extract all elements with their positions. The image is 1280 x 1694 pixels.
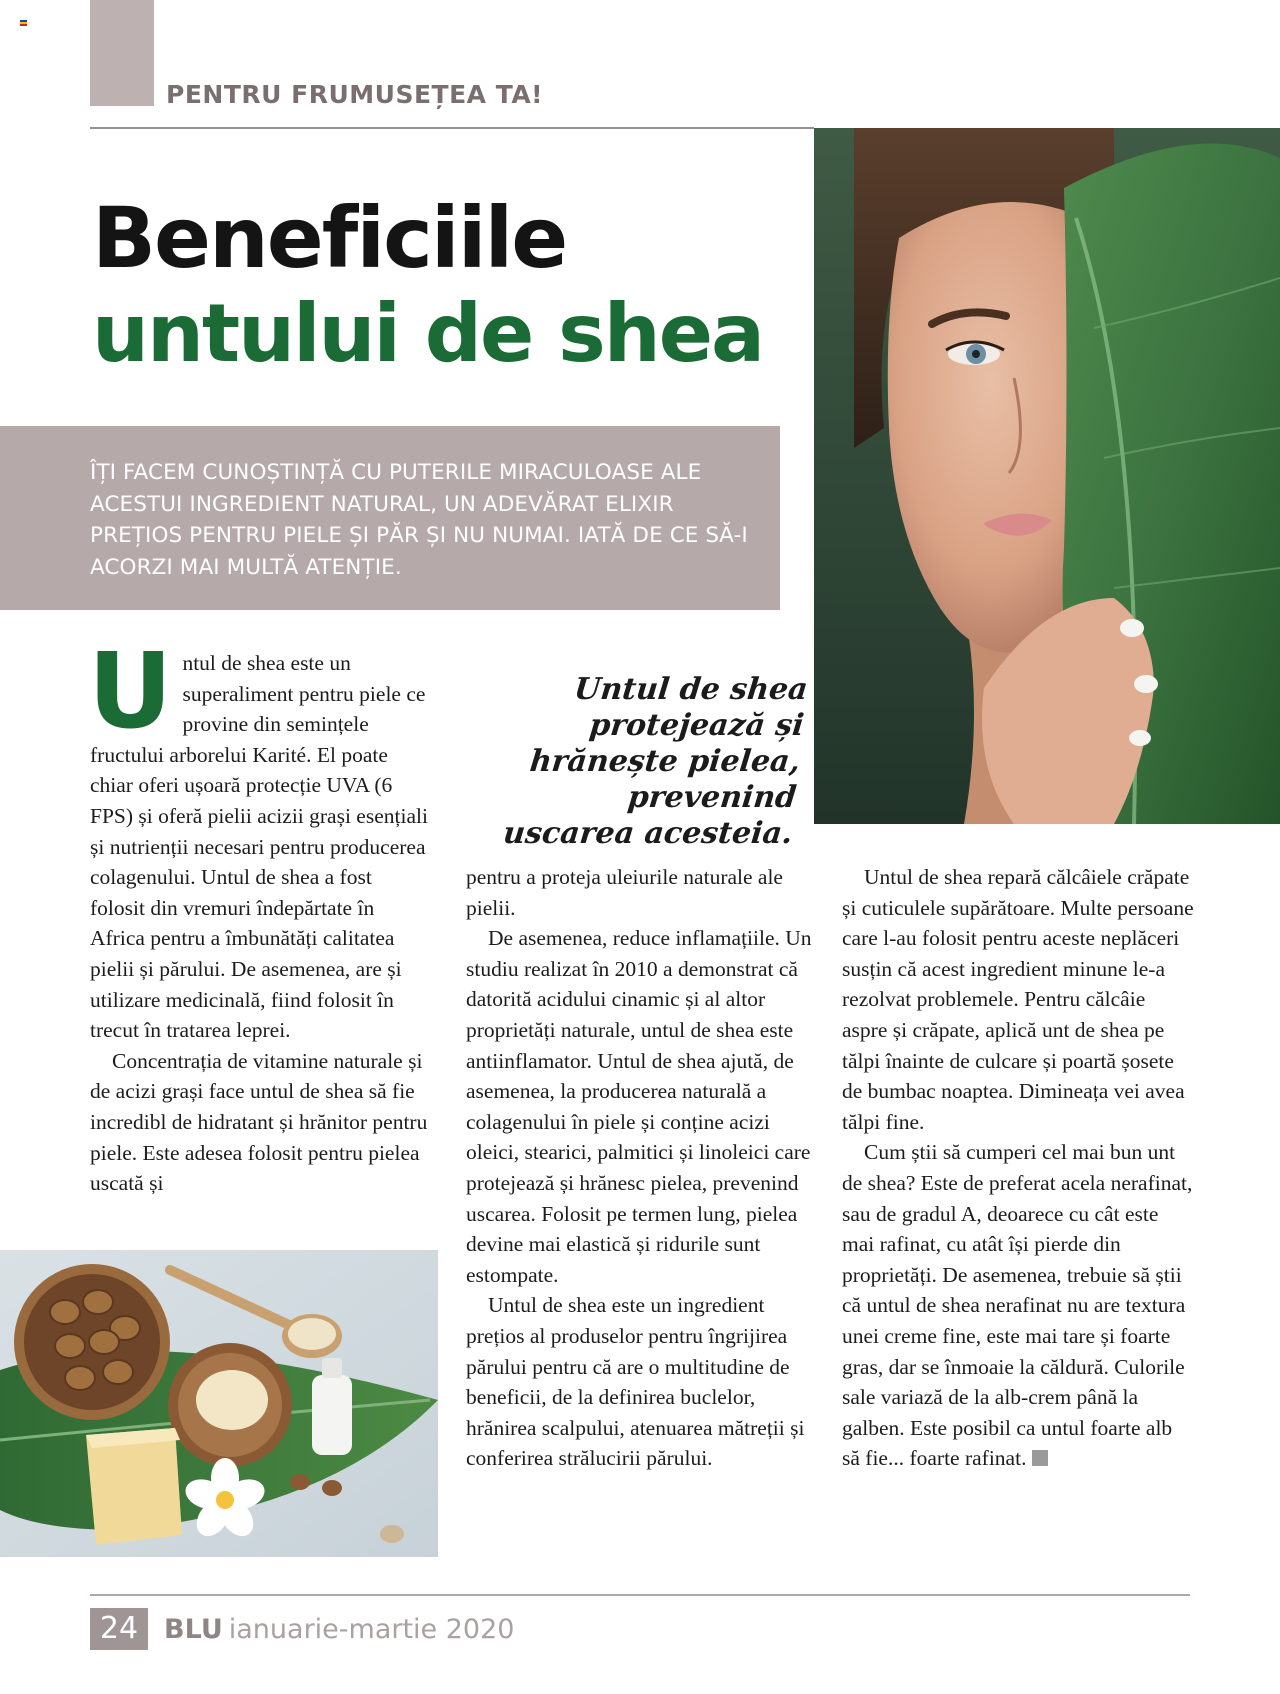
- end-mark-icon: [1032, 1450, 1048, 1466]
- drop-cap: U: [88, 630, 173, 752]
- article-paragraph: Untul de shea repară călcâiele crăpate și cuticulele supărătoare. Multe persoane care l-au folosit pentru aceste neplăceri susțin că acest ingredient minune le-a rezolvat problemele. Pentru călcâie aspre și crăpate, aplică unt de shea pe tălpi înainte de culcare și poartă șosete de bumbac noaptea. Dimineața vei avea tălpi fine.: [842, 865, 1194, 1134]
- article-paragraph: Concentrația de vitamine naturale și de acizi grași face untul de shea să fie incredibl de hidratant și hrănitor pentru piele. Este adesea folosit pentru pielea uscată și: [90, 1048, 428, 1196]
- hero-photo-woman-leaf: [814, 128, 1280, 824]
- magazine-name: BLU: [164, 1614, 223, 1645]
- flag-icon: [20, 20, 27, 26]
- pull-quote: Untul de shea protejează și hrănește pielea, prevenind uscarea acesteia.: [501, 672, 810, 851]
- page-number: 24: [99, 1611, 139, 1646]
- intro-text: ÎȚI FACEM CUNOȘTINȚĂ CU PUTERILE MIRACULOASE ALE ACESTUI INGREDIENT NATURAL, UN ADEVĂRAT ELIXIR PREȚIOS PENTRU PIELE ȘI PĂR ȘI NU NUMAI. IATĂ DE CE SĂ-I ACORZI MAI MULTĂ ATENȚIE.: [90, 460, 748, 580]
- article-paragraph-text: Cum știi să cumperi cel mai bun unt de shea? Este de preferat acela nerafinat, sau de gradul A, deoarece cu cât este mai rafinat, cu atât își pierde din proprietăți. De asemenea, trebuie să știi că untul de shea nerafinat nu are textura unei creme fine, este mai tare și foarte gras, dar se înmoaie la căldură. Culorile sale variază de la alb-crem până la galben. Este posibil ca untul foarte alb să fie... foarte rafinat.: [842, 1140, 1193, 1471]
- article-paragraph: Untul de shea este un ingredient prețios al produselor pentru îngrijirea părului pentru că are o multitudine de beneficii, de la definirea buclelor, hrănirea scalpului, atenuarea mătreții și conferirea strălucirii părului.: [466, 1293, 805, 1471]
- section-label: PENTRU FRUMUSEȚEA TA!: [166, 80, 544, 109]
- headline-line-1: Beneficiile: [92, 189, 567, 287]
- article-column-1: [88, 630, 428, 1199]
- article-paragraph: De asemenea, reduce inflamațiile. Un studiu realizat în 2010 a demonstrat că datorită acidului cinamic și al altor proprietăți naturale, untul de shea este antiinflamator. Untul de shea ajută, de asemenea, la producerea naturală a colagenului în piele și conține acizi oleici, stearici, palmitici și linoleici care protejează și hrănesc pielea, prevenind uscarea. Folosit pe termen lung, pielea devine mai elastică și ridurile sunt estompate.: [466, 926, 812, 1287]
- header-divider: [90, 127, 814, 129]
- shea-butter-photo: [0, 1250, 438, 1557]
- magazine-info: [164, 1614, 514, 1646]
- section-color-block: [90, 0, 154, 106]
- article-column-2: [466, 862, 816, 1474]
- article-paragraph-last: [842, 1137, 1194, 1474]
- article-column-3: [842, 862, 1194, 1474]
- article-paragraph: pentru a proteja uleiurile naturale ale pielii.: [466, 865, 783, 920]
- headline-line-2: untului de shea: [92, 287, 763, 380]
- footer-divider: [90, 1594, 1190, 1596]
- article-paragraph: ntul de shea este un superaliment pentru piele ce provine din semințele fructului arborelui Karité. El poate chiar oferi ușoară protecție UVA (6 FPS) și oferă pielii acizii grași esențiali și nutrienții necesari pentru producerea colagenului. Untul de shea a fost folosit din vremuri îndepărtate în Africa pentru a îmbunătăți calitatea pielii și părului. De asemenea, are și utilizare medicinală, fiind folosit în trecut în tratarea leprei.: [90, 651, 428, 1043]
- magazine-issue: ianuarie-martie 2020: [228, 1614, 515, 1645]
